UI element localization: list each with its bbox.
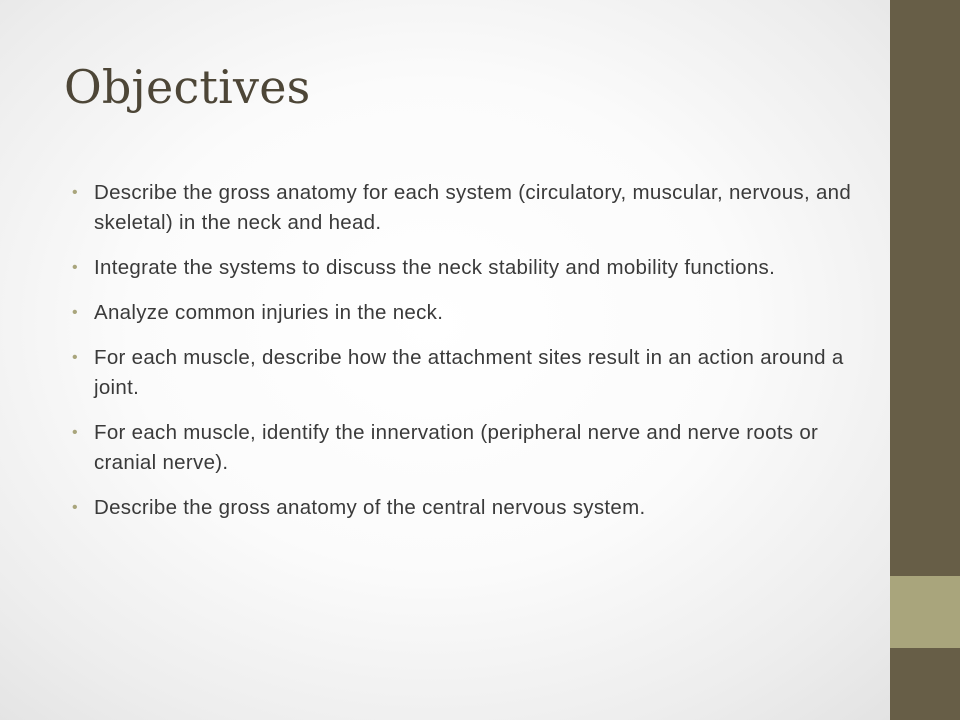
sidebar-decoration-bottom	[890, 648, 960, 720]
bullet-icon: •	[72, 184, 78, 201]
bullet-text: Analyze common injuries in the neck.	[94, 301, 444, 324]
bullet-text: For each muscle, identify the innervation (peripheral nerve and nerve roots or cranial nerve).	[94, 421, 819, 474]
bullet-text: Describe the gross anatomy for each system (circulatory, muscular, nervous, and skeletal) in the neck and head.	[94, 181, 852, 234]
bullet-item	[72, 343, 852, 403]
bullet-icon: •	[72, 304, 78, 321]
bullet-text: Describe the gross anatomy of the central nervous system.	[94, 496, 646, 519]
bullet-icon: •	[72, 259, 78, 276]
bullet-text: Integrate the systems to discuss the neck stability and mobility functions.	[94, 256, 776, 279]
bullet-item	[72, 493, 852, 523]
bullet-icon: •	[72, 349, 78, 366]
bullet-item	[72, 418, 852, 478]
bullet-text: For each muscle, describe how the attachment sites result in an action around a joint.	[94, 346, 844, 399]
bullet-list	[72, 178, 852, 538]
slide-title: Objectives	[64, 60, 311, 114]
bullet-icon: •	[72, 424, 78, 441]
bullet-item	[72, 298, 852, 328]
sidebar-decoration-top	[890, 0, 960, 576]
sidebar-decoration-accent	[890, 576, 960, 648]
bullet-item	[72, 253, 852, 283]
bullet-item	[72, 178, 852, 238]
bullet-icon: •	[72, 499, 78, 516]
